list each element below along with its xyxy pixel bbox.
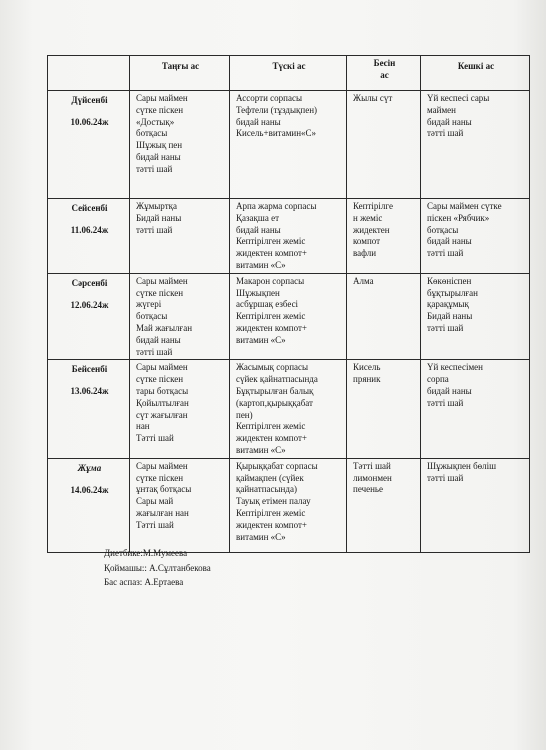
snack-cell: Кептірілге н жеміс жидектен компот вафли	[347, 199, 421, 274]
lunch-cell: Макарон сорпасы Шұжықпен асбұршақ езбесі Кептірілген жеміс жидектен компот+ витамин «С»	[230, 273, 347, 360]
dinner-cell: Шұжықпен бөліш тәтті шай	[421, 458, 530, 552]
day-date: 13.06.24ж	[70, 386, 109, 397]
day-name: Дүйсенбі	[71, 95, 108, 105]
breakfast-cell: Сары маймен сүтке піскен ұнтақ ботқасы Сары май жағылған нан Тәтті шай	[130, 458, 230, 552]
staff-signatures	[104, 546, 211, 590]
day-name: Жұма	[77, 462, 102, 473]
day-cell	[48, 273, 130, 360]
day-date: 10.06.24ж	[70, 116, 109, 127]
day-cell	[48, 199, 130, 274]
day-cell	[48, 91, 130, 199]
table-row	[48, 458, 530, 552]
day-name: Сәрсенбі	[71, 277, 108, 288]
day-date: 11.06.24ж	[70, 224, 109, 235]
breakfast-cell: Жұмыртқа Бидай наны тәтті шай	[130, 199, 230, 274]
snack-cell: Тәтті шай лимонмен печенье	[347, 458, 421, 552]
header-snack: Бесін ас	[347, 56, 421, 91]
table-row	[48, 273, 530, 360]
day-cell	[48, 458, 130, 552]
breakfast-cell: Сары маймен сүтке піскен жүгері ботқасы Май жағылған бидай наны тәтті шай	[130, 273, 230, 360]
day-name: Сейсенбі	[71, 203, 108, 213]
lunch-cell: Ассорти сорпасы Тефтели (тұздықпен) бидай наны Кисель+витамин«С»	[230, 91, 347, 199]
dietitian-line: Диетбике:М.Мумеева	[104, 548, 188, 558]
dinner-cell: Сары маймен сүтке піскен «Рябчик» ботқасы бидай наны тәтті шай	[421, 199, 530, 274]
header-day	[48, 56, 130, 91]
dinner-cell: Көкөніспен бұқтырылған қарақұмық Бидай наны тәтті шай	[421, 273, 530, 360]
day-cell	[48, 360, 130, 458]
day-name: Бейсенбі	[71, 364, 108, 375]
breakfast-cell: Сары маймен сүтке піскен тары ботқасы Қойылтылған сүт жағылған нан Тәтті шай	[130, 360, 230, 458]
day-date: 14.06.24ж	[70, 484, 109, 495]
lunch-cell: Арпа жарма сорпасы Қазақша ет бидай наны Кептірілген жеміс жидектен компот+ витамин «С»	[230, 199, 347, 274]
breakfast-cell: Сары маймен сүтке піскен «Достық» ботқасы Шұжық пен бидай наны тәтті шай	[130, 91, 230, 199]
dinner-cell: Үй кеспесімен сорпа бидай наны тәтті шай	[421, 360, 530, 458]
storekeeper-line: Қоймашы:: А.Сұлтанбекова	[104, 562, 211, 573]
dinner-cell: Үй кеспесі сары маймен бидай наны тәтті шай	[421, 91, 530, 199]
menu-table	[47, 55, 530, 553]
snack-cell: Жылы сүт	[347, 91, 421, 199]
snack-cell: Алма	[347, 273, 421, 360]
header-breakfast: Таңғы ас	[130, 56, 230, 91]
table-row	[48, 91, 530, 199]
table-header-row	[48, 56, 530, 91]
header-lunch: Түскі ас	[230, 56, 347, 91]
day-date: 12.06.24ж	[70, 299, 109, 310]
lunch-cell: Жасымық сорпасы сүйек қайнатпасында Бұқтырылған балық (картоп,қырыққабат пен) Кептірілген жеміс жидектен компот+ витамин «С»	[230, 360, 347, 458]
header-dinner: Кешкі ас	[421, 56, 530, 91]
lunch-cell: Қырыққабат сорпасы қаймақпен (сүйек қайнатпасында) Тауық етімен палау Кептірілген жеміс жидектен компот+ витамин «С»	[230, 458, 347, 552]
table-row	[48, 199, 530, 274]
head-cook-line: Бас аспаз: А.Ертаева	[104, 577, 184, 587]
table-row	[48, 360, 530, 458]
snack-cell: Кисель пряник	[347, 360, 421, 458]
